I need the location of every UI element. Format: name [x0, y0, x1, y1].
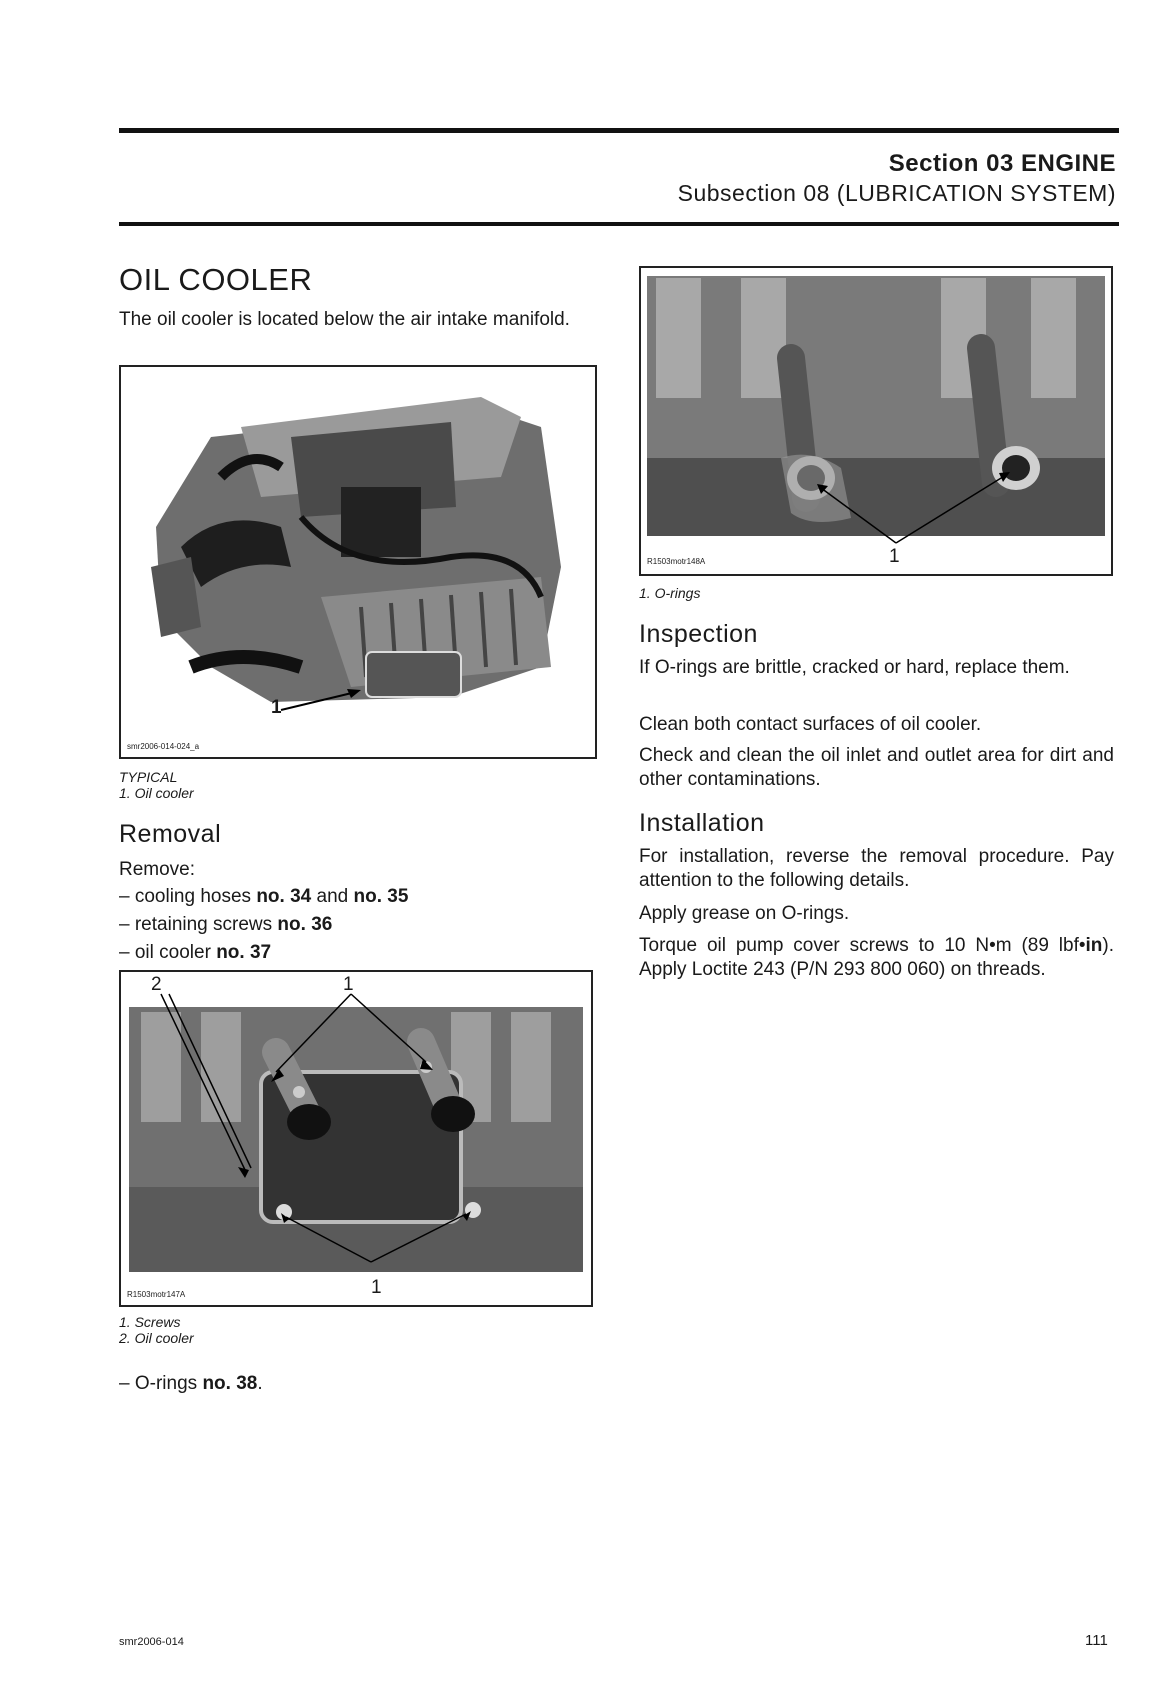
list-item [119, 883, 408, 911]
part-number: no. 38 [202, 1373, 258, 1394]
figure2-callout-2: 2 [151, 974, 162, 995]
list-item [119, 911, 408, 939]
oil-cooler-heading: OIL COOLER [119, 262, 313, 297]
figure2-caption-2: 2. Oil cooler [119, 1330, 194, 1346]
figure3-callout-1: 1 [889, 546, 900, 567]
figure3-id: R1503motr148A [647, 557, 706, 566]
removal-list [119, 883, 408, 967]
inspection-heading: Inspection [639, 620, 758, 648]
figure1-id: smr2006-014-024_a [127, 742, 200, 751]
torque-text: Torque oil pump cover screws to 10 N•m (89 lbf• [639, 935, 1086, 956]
figure1-caption-title: TYPICAL [119, 769, 178, 785]
oil-cooler-removal-illustration [121, 972, 591, 1305]
list-item-text: and [311, 886, 354, 907]
footer-doc-id: smr2006-014 [119, 1636, 184, 1648]
removal-heading: Removal [119, 820, 222, 848]
engine-photo-illustration [121, 367, 595, 757]
oil-cooler-removal-figure [119, 970, 593, 1307]
list-item-text: retaining screws [134, 914, 278, 935]
list-item [119, 1370, 263, 1398]
part-number: no. 36 [277, 914, 333, 935]
figure2-callout-1-top: 1 [343, 974, 354, 995]
figure2-caption-1: 1. Screws [119, 1314, 181, 1330]
installation-paragraph-1: For installation, reverse the removal procedure. Pay attention to the following details. [639, 846, 1114, 891]
section-title: Section 03 ENGINE [888, 150, 1116, 177]
o-rings-figure [639, 266, 1113, 576]
part-number: no. 35 [353, 886, 409, 907]
list-item-text: oil cooler [134, 942, 217, 963]
page-number: 111 [1085, 1632, 1108, 1649]
torque-text: ). Apply Loctite 243 (P/N 293 800 060) on threads. [639, 935, 1114, 980]
removal-list-continued [119, 1370, 263, 1398]
inspection-paragraph-2: Clean both contact surfaces of oil cooler. [639, 714, 982, 735]
part-number: no. 37 [216, 942, 272, 963]
header-bottom-rule [119, 222, 1119, 226]
removal-lead: Remove: [119, 859, 196, 880]
oil-cooler-intro: The oil cooler is located below the air intake manifold. [119, 309, 570, 330]
inspection-paragraph-3: Check and clean the oil inlet and outlet area for dirt and other contaminations. [639, 745, 1114, 790]
inspection-paragraph-1: If O-rings are brittle, cracked or hard, replace them. [639, 657, 1070, 678]
installation-heading: Installation [639, 809, 765, 837]
engine-photo-figure [119, 365, 597, 759]
header-top-rule [119, 128, 1119, 133]
figure2-callout-1-bottom: 1 [371, 1277, 382, 1298]
figure3-caption: 1. O-rings [639, 585, 701, 601]
o-rings-illustration [641, 268, 1111, 574]
installation-paragraph-3 [639, 934, 1114, 982]
figure2-id: R1503motr147A [127, 1290, 186, 1299]
list-item-text: . [257, 1373, 263, 1394]
list-item-text: cooling hoses [134, 886, 257, 907]
list-item-text: O-rings [134, 1373, 203, 1394]
figure1-caption-item: 1. Oil cooler [119, 785, 194, 801]
figure1-callout-1: 1 [271, 697, 282, 718]
subsection-title: Subsection 08 (LUBRICATION SYSTEM) [677, 180, 1116, 206]
installation-paragraph-2: Apply grease on O-rings. [639, 903, 850, 924]
torque-unit: in [1085, 935, 1103, 956]
part-number: no. 34 [256, 886, 312, 907]
list-item [119, 939, 408, 967]
